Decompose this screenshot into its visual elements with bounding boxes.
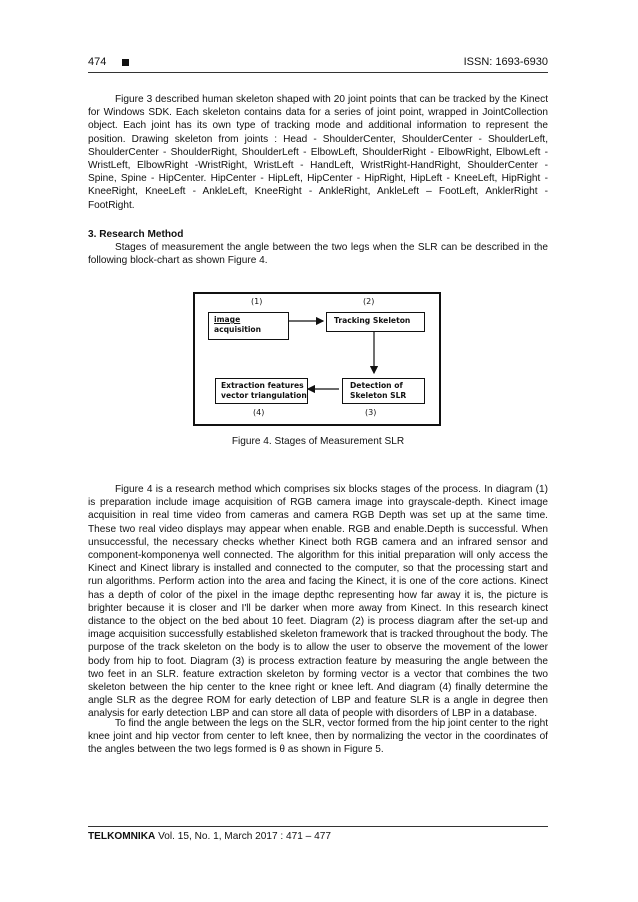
paragraph-research-method-intro: Stages of measurement the angle between the two legs when the SLR can be described in the following block-chart as shown Figure 4.	[88, 242, 548, 267]
box-image-acquisition-line2: acquisition	[214, 325, 262, 334]
paragraph-figure4-explanation: Figure 4 is a research method which comprises six blocks stages of the process. In diagram (1) is preparation include image acquisition of RGB camera image into grayscale-depth. Kinect image acquisition in real time video from cameras and camera RGB Depth was set up at the same time. These two real video displays may appear when enable. RGB and enable.Depth is successful. When unsuccessful, the necessary checks whether Kinect both RGB camera and an infrared sensor and component-komponenya well connected. The algorithm for this initial preparation will only access the Kinect and Kinect library is installed and connected to the computer, so that the processing start and run algorithms. Perform action into the area and facing the Kinect, it is one of the core actions. Kinect has a depth of color of the pixel in the image depthc representing how far away it is, the picture is brighter because it is closer and I'll be darker when more away from Kinect. In this research kinect distance to the object on the bed about 10 feet. Diagram (2) is process diagram after the set-up and image acquisition successfully established skeleton framework that is tracked throughout the body. The purpose of the track skeleton on the body is to allow the user to observe the movement of the lower body from hip to foot. Diagram (3) is process extraction feature by measuring the angle between the two feet in an SLR. feature extraction skeleton by forming vector is a vector that combines the two skeleton between the hip center to the knee right or knee left. And diagram (4) finally determine the angle SLR as the degree ROM for early detection of LBP and feature SLR is a angle in degree then analysis for early detection LBP and can store all data of people with disorders of LBP in a database.	[88, 484, 548, 720]
box-extraction-features-line1: Extraction features	[221, 381, 304, 390]
section-title: 3. Research Method	[88, 229, 184, 240]
issn: ISSN: 1693-6930	[463, 56, 548, 68]
footer-rule	[88, 826, 548, 827]
paragraph-figure3-description: Figure 3 described human skeleton shaped with 20 joint points that can be tracked by the Kinect for Windows SDK. Each skeleton contains data for a series of joint point, wrapped in JointCollection object. Each joint has its own type of tracking mode and additional information to represent the position. Drawing skeleton from joints : Head - ShoulderCenter, ShoulderCenter - ShoulderLeft, ShoulderCenter - ShoulderRight, ShoulderLeft - ElbowLeft, ShoulderRight - ElbowRight, ElbowLeft - WristLeft, ElbowRight -WristRight, WristLeft - HandLeft, WristRight-HandRight, ShoulderCenter - Spine, Spine - HipCenter. HipCenter - HipLeft, HipCenter - HipRight, HipLeft - KneeLeft, HipRight - KneeRight, KneeLeft - AnkleLeft, KneeRight - AnkleRight, AnkleLeft – FootLeft, AnklerRight - FootRight.	[88, 94, 548, 211]
diagram-arrows	[193, 292, 441, 426]
diagram-label-3: (3)	[365, 408, 377, 417]
footer	[88, 831, 331, 842]
figure-caption: Figure 4. Stages of Measurement SLR	[231, 436, 405, 447]
footer-citation: Vol. 15, No. 1, March 2017 : 471 – 477	[155, 831, 331, 842]
header-square-icon	[122, 59, 129, 66]
header-rule	[88, 72, 548, 73]
footer-journal: TELKOMNIKA	[88, 831, 156, 842]
box-extraction-features-line2: vector triangulation	[221, 391, 307, 400]
diagram-label-2: (2)	[363, 297, 375, 306]
box-detection-skeleton-line1: Detection of	[350, 381, 403, 390]
box-image-acquisition-line1: image	[214, 315, 241, 324]
diagram-label-1: (1)	[251, 297, 263, 306]
box-detection-skeleton-line2: Skeleton SLR	[350, 391, 407, 400]
box-tracking-skeleton-label: Tracking Skeleton	[334, 316, 411, 325]
page-number: 474	[88, 56, 107, 68]
paragraph-angle-method: To find the angle between the legs on the SLR, vector formed from the hip joint center to the right knee joint and hip vector from center to left knee, then by normalizing the vector in the coordinates of the angles between the two legs formed is θ as shown in Figure 5.	[88, 718, 548, 756]
diagram-label-4: (4)	[253, 408, 265, 417]
